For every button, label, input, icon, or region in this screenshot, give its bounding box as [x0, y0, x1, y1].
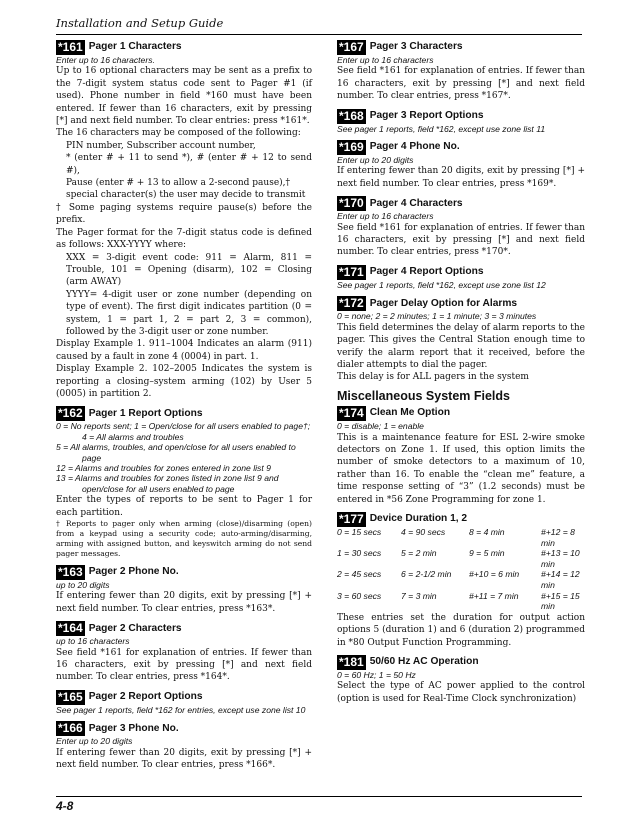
duration-cell: #+13 = 10 min — [541, 548, 580, 569]
field-title: Pager 4 Report Options — [369, 266, 484, 278]
paragraph: See field *161 for explanation of entries. If fewer than 16 characters, exit by pressing [*] and next field number. To clear entries, press *170*. — [337, 222, 585, 258]
footer-rule — [56, 796, 582, 797]
field-options: 13 = Alarms and troubles for zones listed in zone list 9 and open/close for all users enabled to page — [56, 473, 279, 494]
field-number: *170 — [339, 196, 364, 211]
field-title: Pager 4 Characters — [369, 197, 463, 209]
duration-cell: #+12 = 8 min — [541, 526, 575, 548]
field-number: *164 — [58, 621, 83, 636]
field-options: 12 = Alarms and troubles for zones entered in zone list 9 — [56, 463, 271, 473]
field-170 — [337, 196, 585, 259]
field-options: See pager 1 reports, field *162 for entries, except use zone list 10 — [56, 704, 306, 715]
duration-cell: #+15 = 15 min — [541, 590, 580, 612]
field-options: 0 = No reports sent; 1 = Open/close for all users enabled to page†; 4 = All alarms and troubles — [56, 421, 311, 442]
field-options: Enter up to 16 characters — [337, 211, 434, 222]
list-item: Pause (enter # + 13 to allow a 2-second pause),† — [66, 178, 291, 189]
page-header — [56, 14, 582, 35]
field-166 — [56, 721, 312, 771]
duration-cell: 8 = 4 min — [469, 526, 505, 537]
paragraph: See field *161 for explanation of entries. If fewer than 16 characters, exit by pressing [*] and next field number. To clear entries, press *164*. — [56, 647, 312, 683]
field-options: Enter up to 20 digits — [337, 155, 414, 166]
field-181 — [337, 655, 585, 705]
field-number: *167 — [339, 40, 364, 54]
guide-title: Installation and Setup Guide — [56, 16, 224, 30]
paragraph: This is a maintenance feature for ESL 2-wire smoke detectors on Zone 1. If used, this option limits the number of smoke detectors to a maximum of 10, rather than 16. To enable the “clean me” feature, a time response setting of “3” (1.2 seconds) must be entered in *56 Zone Programming for zone 1. — [337, 432, 585, 505]
field-options: See pager 1 reports, field *162, except use zone list 12 — [337, 279, 546, 290]
field-167 — [337, 40, 585, 103]
paragraph: See field *161 for explanation of entries. If fewer than 16 characters, exit by pressing [*] and next field number. To clear entries, press *167*. — [337, 66, 585, 102]
paragraph: The Pager format for the 7-digit status code is defined as follows: XXX-YYYY where: — [56, 227, 312, 251]
field-title: Pager 1 Report Options — [88, 407, 203, 419]
field-options: up to 20 digits — [56, 580, 110, 591]
field-169 — [337, 140, 585, 190]
field-title: Device Duration 1, 2 — [369, 513, 468, 525]
paragraph: This delay is for ALL pagers in the system — [337, 372, 529, 383]
left-column — [56, 40, 312, 778]
duration-cell: #+14 = 12 min — [541, 569, 580, 590]
duration-table — [337, 527, 585, 612]
field-title: Clean Me Option — [369, 407, 451, 419]
paragraph: If entering fewer than 20 digits, exit by pressing [*] + next field number. To clear entries, press *169*. — [337, 166, 585, 189]
duration-cell: 0 = 15 secs — [337, 526, 382, 537]
duration-cell: 3 = 60 secs — [337, 590, 382, 601]
field-options: Enter up to 16 characters — [337, 55, 434, 65]
duration-cell: #+10 = 6 min — [469, 569, 520, 580]
field-number: *166 — [58, 721, 83, 736]
field-number: *163 — [58, 565, 83, 580]
section-title: Miscellaneous System Fields — [337, 388, 510, 403]
field-163 — [56, 565, 312, 615]
duration-cell: 4 = 90 secs — [401, 526, 446, 537]
display-example-1: Display Example 1. 911–1004 Indicates an alarm (911) caused by a fault in zone 4 (0004) in part. 1. — [56, 339, 312, 362]
field-options: 0 = 60 Hz; 1 = 50 Hz — [337, 669, 416, 680]
footnote: † Reports to pager only when arming (close)/disarming (open) from a keypad using a security code; auto-arming/disarming, arming with assigned button, and keyswitch arming do not send pager messages. — [56, 519, 312, 559]
field-number: *162 — [58, 406, 83, 421]
field-171 — [337, 265, 585, 290]
field-177 — [337, 512, 585, 649]
list-item: PIN number, Subscriber account number, — [66, 140, 256, 151]
field-number: *169 — [339, 140, 364, 155]
field-options: Enter up to 16 characters. — [56, 55, 155, 65]
field-title: Pager 2 Report Options — [88, 691, 203, 703]
field-title: Pager 2 Characters — [88, 622, 182, 634]
field-number: *177 — [339, 511, 364, 526]
field-title: Pager 4 Phone No. — [369, 141, 460, 153]
field-172 — [337, 296, 585, 383]
field-title: Pager Delay Option for Alarms — [369, 297, 518, 309]
duration-cell: 1 = 30 secs — [337, 548, 382, 559]
footnote: † Some paging systems require pause(s) before the prefix. — [56, 202, 312, 226]
paragraph: Enter the types of reports to be sent to Pager 1 for each partition. — [56, 495, 312, 518]
paragraph: If entering fewer than 20 digits, exit by pressing [*] + next field number. To clear entries, press *163*. — [56, 591, 312, 614]
duration-cell: #+11 = 7 min — [469, 590, 519, 601]
field-options: 0 = disable; 1 = enable — [337, 421, 424, 432]
field-number: *181 — [339, 654, 364, 669]
field-number: *172 — [339, 296, 364, 311]
duration-cell: 7 = 3 min — [401, 590, 437, 601]
list-item: special character(s) the user may decide to transmit — [66, 190, 306, 201]
right-column — [337, 40, 585, 711]
field-title: Pager 3 Report Options — [369, 109, 484, 121]
field-title: Pager 1 Characters — [88, 41, 182, 53]
duration-cell: 6 = 2-1/2 min — [401, 569, 452, 580]
duration-cell: 9 = 5 min — [469, 548, 505, 559]
duration-cell: 5 = 2 min — [401, 548, 437, 559]
paragraph: These entries set the duration for output action options 5 (duration 1) and 6 (duration 2) programmed in *80 Output Function Programming. — [337, 612, 585, 648]
field-number: *165 — [58, 689, 83, 704]
definition-yyyy: YYYY= 4-digit user or zone number (depending on type of event). The first digit indicates partition (0 = system, 1 = part 1, 2 = part 2, 3 = common), followed by the 3-digit user or zone number. — [66, 289, 312, 337]
field-165 — [56, 690, 312, 715]
paragraph: Select the type of AC power applied to the control (option is used for Real-Time Clock synchronization) — [337, 681, 585, 704]
field-number: *171 — [339, 264, 364, 279]
display-example-2: Display Example 2. 102–2005 Indicates the system is reporting a closing–system arming (102) by User 5 (0005) in partition 2. — [56, 364, 312, 399]
definition-xxx: XXX = 3-digit event code: 911 = Alarm, 811 = Trouble, 101 = Opening (disarm), 102 = Closing (arm AWAY) — [66, 252, 312, 288]
paragraph: The 16 characters may be composed of the following: — [56, 128, 301, 139]
paragraph: If entering fewer than 20 digits, exit by pressing [*] + next field number. To clear entries, press *166*. — [56, 747, 312, 771]
field-options: up to 16 characters — [56, 636, 130, 647]
field-title: 50/60 Hz AC Operation — [369, 656, 479, 668]
field-161 — [56, 40, 312, 400]
field-162 — [56, 406, 312, 559]
duration-cell: 2 = 45 secs — [337, 569, 382, 580]
field-options: See pager 1 reports, field *162, except use zone list 11 — [337, 123, 546, 134]
field-number: *174 — [339, 406, 364, 421]
field-title: Pager 3 Phone No. — [88, 722, 179, 734]
list-item: * (enter # + 11 to send *), # (enter # + 12 to send #), — [66, 153, 312, 176]
paragraph: This field determines the delay of alarm reports to the pager. This gives the Central Station enough time to verify the alarm report that it received, before the dialer attempts to dial the pager. — [337, 322, 585, 370]
paragraph: Up to 16 optional characters may be sent as a prefix to the 7-digit system status code sent to Pager #1 (if used). Phone number in field *160 must have been entered. If fewer than 16 characters, exit by pressing [*] and next field number. To clear entries: press *161*. — [56, 66, 312, 127]
field-174 — [337, 406, 585, 506]
field-number: *168 — [339, 108, 364, 123]
page-number: 4-8 — [56, 799, 74, 813]
field-options: Enter up to 20 digits — [56, 736, 133, 747]
field-title: Pager 3 Characters — [369, 41, 463, 53]
field-title: Pager 2 Phone No. — [88, 566, 179, 578]
field-164 — [56, 621, 312, 684]
field-options: 0 = none; 2 = 2 minutes; 1 = 1 minute; 3 = 3 minutes — [337, 311, 537, 322]
field-number: *161 — [58, 40, 83, 54]
field-options: 5 = All alarms, troubles, and open/close for all users enabled to page — [56, 442, 296, 463]
field-168 — [337, 109, 585, 134]
